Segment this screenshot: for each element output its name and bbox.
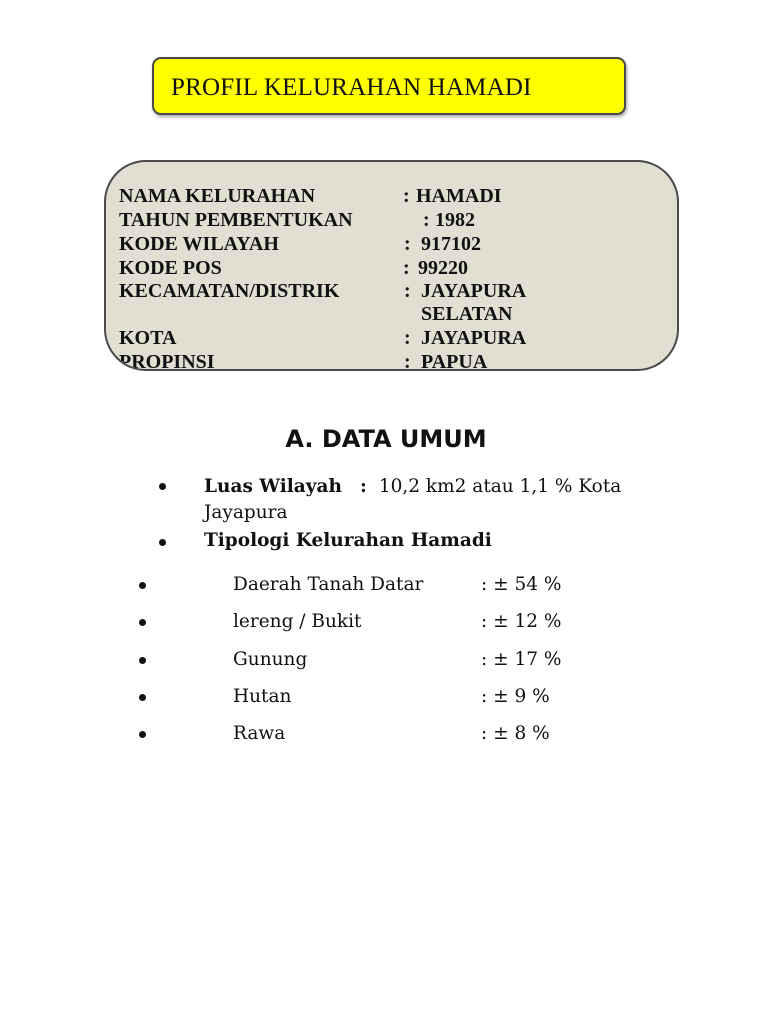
bullet-icon bbox=[139, 731, 146, 738]
bullet-icon bbox=[159, 539, 166, 546]
terrain-name: Gunung bbox=[233, 649, 308, 670]
terrain-name: Rawa bbox=[233, 723, 286, 744]
bullet-icon bbox=[139, 657, 146, 664]
bullet-icon bbox=[159, 483, 166, 490]
luas-wilayah-value-continued: Jayapura bbox=[204, 502, 288, 523]
tipologi-label: Tipologi Kelurahan Hamadi bbox=[204, 530, 492, 551]
profile-separator: : bbox=[404, 351, 411, 371]
terrain-value: : ± 9 % bbox=[481, 686, 550, 707]
list-item bbox=[0, 721, 768, 751]
profile-key: KODE POS bbox=[119, 257, 222, 279]
profile-value: JAYAPURA bbox=[421, 280, 527, 302]
profile-separator: : bbox=[404, 233, 411, 255]
luas-wilayah-colon: : bbox=[359, 476, 367, 497]
bullet-icon bbox=[139, 694, 146, 701]
terrain-name: Hutan bbox=[233, 686, 292, 707]
section-heading: A. DATA UMUM bbox=[285, 425, 487, 453]
bullet-icon bbox=[139, 619, 146, 626]
page-title: PROFIL KELURAHAN HAMADI bbox=[171, 74, 532, 101]
title-banner bbox=[152, 57, 626, 115]
profile-value: 917102 bbox=[421, 233, 481, 255]
profile-key: KECAMATAN/DISTRIK bbox=[119, 280, 340, 302]
terrain-value: : ± 54 % bbox=[481, 574, 562, 595]
profile-separator: : bbox=[423, 209, 430, 231]
terrain-value: : ± 12 % bbox=[481, 611, 562, 632]
list-item bbox=[0, 684, 768, 714]
terrain-name: lereng / Bukit bbox=[233, 611, 362, 632]
profile-value: SELATAN bbox=[421, 303, 513, 325]
profile-key: KOTA bbox=[119, 327, 177, 349]
luas-wilayah-label: Luas Wilayah bbox=[204, 476, 342, 497]
profile-value: 1982 bbox=[435, 209, 475, 231]
list-item bbox=[0, 609, 768, 639]
profile-separator: : bbox=[404, 280, 411, 302]
terrain-value: : ± 17 % bbox=[481, 649, 562, 670]
terrain-value: : ± 8 % bbox=[481, 723, 550, 744]
luas-wilayah-line bbox=[204, 474, 621, 500]
list-item bbox=[0, 647, 768, 677]
profile-key: TAHUN PEMBENTUKAN bbox=[119, 209, 353, 231]
profile-value: HAMADI bbox=[416, 185, 502, 207]
terrain-name: Daerah Tanah Datar bbox=[233, 574, 424, 595]
profile-key: NAMA KELURAHAN bbox=[119, 185, 316, 207]
profile-separator: : bbox=[403, 185, 410, 207]
profile-separator: : bbox=[403, 257, 410, 279]
luas-wilayah-value: 10,2 km2 atau 1,1 % Kota bbox=[378, 476, 622, 497]
profile-value: JAYAPURA bbox=[421, 327, 527, 349]
list-item bbox=[0, 572, 768, 602]
bullet-icon bbox=[139, 582, 146, 589]
profile-separator: : bbox=[404, 327, 411, 349]
profile-card bbox=[104, 160, 679, 371]
profile-value: 99220 bbox=[418, 257, 468, 279]
profile-value: PAPUA bbox=[421, 351, 488, 371]
profile-key: KODE WILAYAH bbox=[119, 233, 279, 255]
profile-key: PROPINSI bbox=[119, 351, 215, 371]
